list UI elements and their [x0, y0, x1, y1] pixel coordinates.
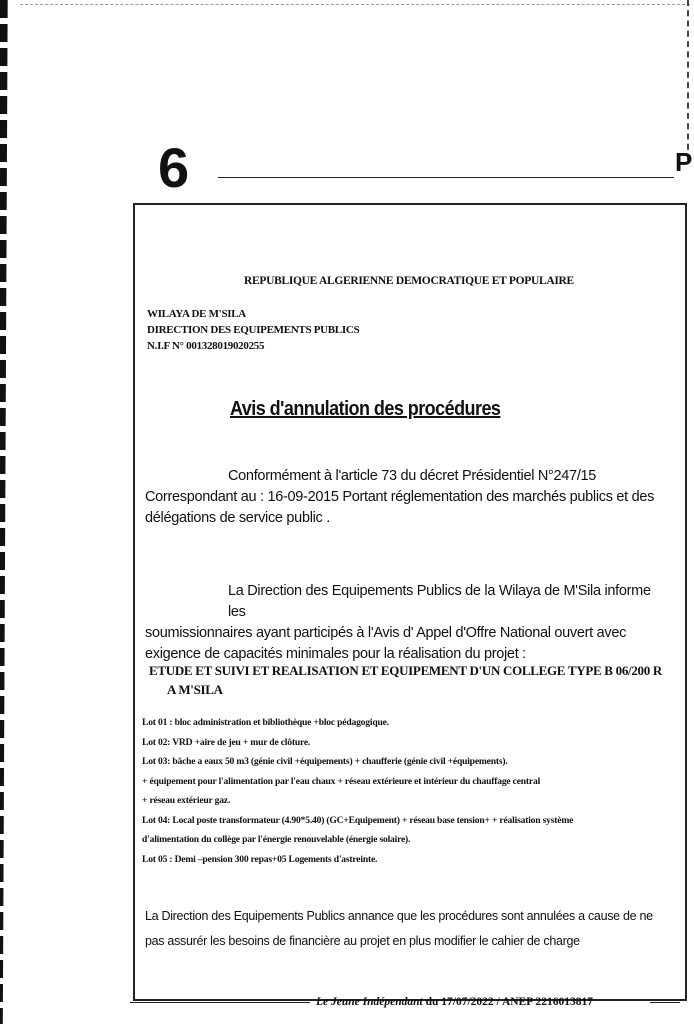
- wilaya-line: WILAYA DE M'SILA: [147, 308, 246, 320]
- info-line-1: La Direction des Equipements Publics de la Wilaya de M'Sila informe les: [228, 583, 651, 620]
- page-number: 6: [158, 136, 190, 199]
- project-line-2: A M'SILA: [167, 682, 223, 697]
- country-heading: REPUBLIQUE ALGERIENNE DEMOCRATIQUE ET POPULAIRE: [244, 275, 574, 287]
- lot-line: Lot 01 : bloc administration et bibliothèque +bloc pédagogique.: [142, 717, 389, 728]
- section-letter: P: [675, 147, 693, 177]
- footer-rule-left: [130, 1002, 310, 1003]
- project-title: [149, 661, 669, 699]
- decree-line-2: Correspondant au : 16-09-2015 Portant réglementation des marchés publics et des délégations de service public .: [145, 489, 655, 526]
- lot-line: + réseau extérieur gaz.: [142, 795, 231, 806]
- decree-line-1: Conformément à l'article 73 du décret Présidentiel N°247/15: [228, 468, 597, 484]
- closing-line-2: pas assurér les besoins de financière au projet en plus modifier le cahier de charge: [145, 934, 580, 948]
- lot-line: Lot 04: Local poste transformateur (4.90*5.40) (GC+Equipement) + réseau base tension+ + réalisation système: [142, 814, 574, 826]
- lot-line: + équipement pour l'alimentation par l'eau chaux + réseau extérieure et intérieur du chauffage central: [142, 775, 541, 787]
- decree-paragraph: [145, 466, 665, 529]
- newspaper-name: Le Jeune Indépendant: [316, 996, 423, 1008]
- notice-title: Avis d'annulation des procédures: [230, 398, 501, 420]
- lot-line: Lot 02: VRD +aire de jeu + mur de clôture.: [142, 736, 311, 748]
- lots-list: [142, 713, 672, 869]
- publication-info: du 17/07/2022 / ANEP 2216013817: [422, 996, 593, 1008]
- lot-line: Lot 05 : Demi –pension 300 repas+05 Logements d'astreinte.: [142, 853, 378, 865]
- lot-line: d'alimentation du collège par l'énergie renouvelable (énergie solaire).: [142, 834, 411, 845]
- footer-credit: [316, 996, 593, 1008]
- info-line-2: soumissionnaires ayant participés à l'Avis d' Appel d'Offre National ouvert avec exigence de capacités minimales pour la réalisation du projet :: [145, 625, 627, 662]
- direction-line: DIRECTION DES EQUIPEMENTS PUBLICS: [147, 324, 360, 336]
- closing-line-1: La Direction des Equipements Publics annance que les procédures sont annulées a cause de ne: [145, 909, 653, 923]
- closing-paragraph: [145, 904, 670, 954]
- footer-rule-right: [650, 1002, 680, 1003]
- project-line-1: ETUDE ET SUIVI ET REALISATION ET EQUIPEMENT D'UN COLLEGE TYPE B 06/200 R: [149, 663, 662, 678]
- info-paragraph: [145, 581, 665, 665]
- header-rule: [218, 177, 674, 178]
- nif-line: N.I.F N° 001328019020255: [147, 340, 265, 352]
- scan-right-edge: [687, 0, 690, 160]
- lot-line: Lot 03: bâche a eaux 50 m3 (génie civil +équipements) + chaufferie (génie civil +équipements).: [142, 756, 508, 767]
- scan-top-edge: [20, 4, 690, 6]
- issuer-block: [147, 306, 359, 354]
- scan-left-edge: [0, 0, 14, 1024]
